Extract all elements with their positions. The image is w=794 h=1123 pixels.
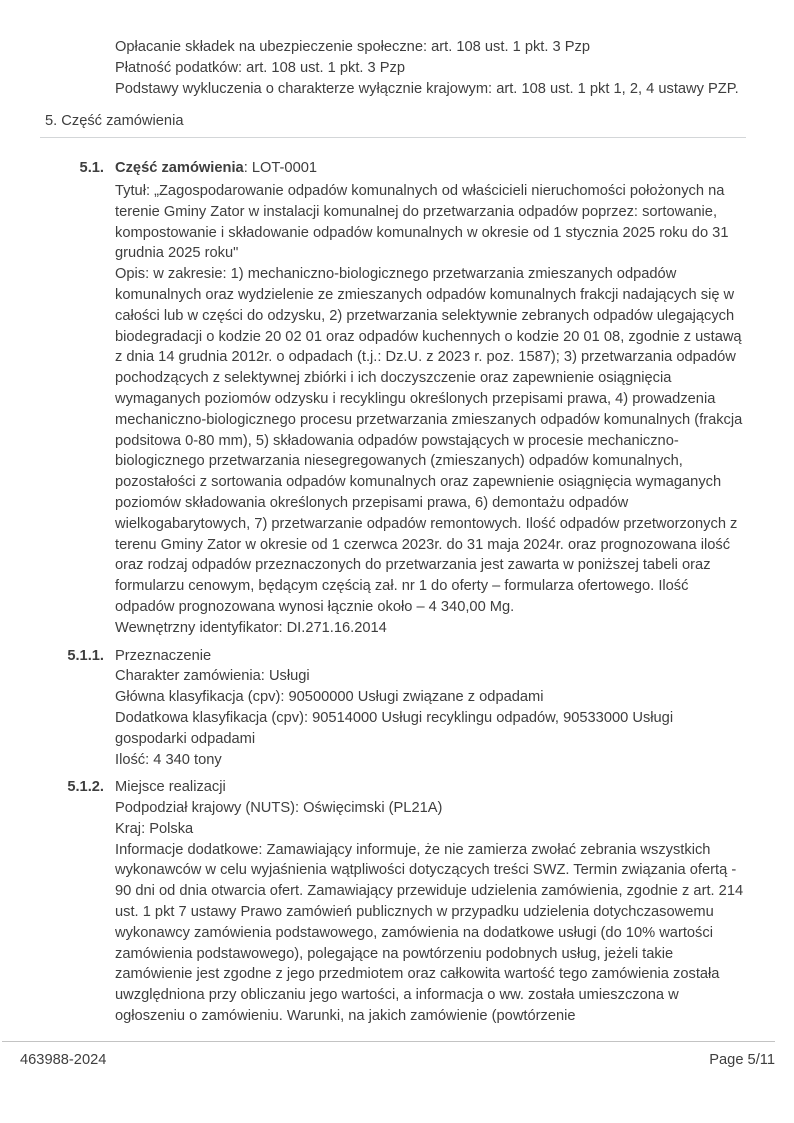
lot-number: 5.1. <box>79 160 104 177</box>
lot-title <box>115 158 747 179</box>
exclusion-ground-item: Opłacanie składek na ubezpieczenie społeczne: art. 108 ust. 1 pkt. 3 Pzp <box>115 39 590 55</box>
contract-nature-line: Charakter zamówienia: Usługi <box>115 668 310 685</box>
exclusion-grounds-list <box>115 37 747 99</box>
quantity-line: Ilość: 4 340 tony <box>115 751 222 768</box>
lot-description <box>115 181 747 639</box>
additional-cpv-line: Dodatkowa klasyfikacja (cpv): 90514000 Usługi recyklingu odpadów, 90533000 Usługi gospodarki odpadami <box>115 709 674 747</box>
country-line: Kraj: Polska <box>115 820 194 837</box>
subsection-511-number: 5.1.1. <box>67 647 104 664</box>
page-footer <box>20 1050 775 1071</box>
subsection-512-number: 5.1.2. <box>67 779 104 796</box>
page-indicator: Page 5/11 <box>709 1052 775 1068</box>
footer-divider <box>2 1041 775 1042</box>
document-number: 463988-2024 <box>20 1052 107 1068</box>
lot-opis-paragraph: Opis: w zakresie: 1) mechaniczno-biologicznego przetwarzania zmieszanych odpadów komunalnych oraz wydzielenie ze zmieszanych odpadów komunalnych frakcji nadających się w całości lub w części do odzysku, 2) przetwarzania selektywnie zebranych odpadów ulegających biodegradacji o kodzie 20 02 01 oraz odpadów kuchennych o kodzie 20 01 08, zgodnie z ustawą z dnia 14 grudnia 2012r. o odpadach (t.j.: Dz.U. z 2023 r. poz. 1587); 3) przetwarzania odpadów pochodzących z selektywnej zbiórki i ich doczyszczenie oraz zapewnienie osiągnięcia wymaganych poziomów odzysku i recyklingu określonych przepisami prawa, 4) prowadzenia mechaniczno-biologicznego procesu przetwarzania zmieszanych odpadów komunalnych (frakcja podsitowa 0-80 mm), 5) składowania odpadów powstających w procesie mechaniczno-biologicznego przetwarzania niesegregowanych (zmieszanych) odpadów komunalnych, pozostałości z sortowania odpadów komunalnych oraz zapewnienie osiągnięcia wymaganych poziomów składowania określonych przepisami prawa, 6) demontażu odpadów wielkogabarytowych, 7) przetwarzanie odpadów remontowych. Ilość odpadów przetworzonych z terenu Gminy Zator w okresie od 1 czerwca 2023r. do 31 maja 2024r. oraz prognozowana ilość oraz rodzaj odpadów przeznaczonych do przetwarzania jest zawarta w poniższej tabeli oraz formularzu cenowym, będącym częścią zał. nr 1 do oferty – formularza ofertowego. Ilość odpadów prognozowana wynosi łącznie około – 4 340,00 Mg. <box>115 266 743 615</box>
subsection-512-heading: Miejsce realizacji <box>115 779 226 796</box>
nuts-line: Podpodział krajowy (NUTS): Oświęcimski (PL21A) <box>115 800 443 817</box>
section-5-heading: 5. Część zamówienia <box>40 111 746 138</box>
subsection-511-body <box>115 666 747 770</box>
exclusion-ground-item: Płatność podatków: art. 108 ust. 1 pkt. 3 Pzp <box>115 59 406 76</box>
additional-info-paragraph: Informacje dodatkowe: Zamawiający informuje, że nie zamierza zwołać zebrania wszystkich wykonawców w celu wyjaśnienia wątpliwości dotyczących treści SWZ. Termin związania ofertą - 90 dni od dnia otwarcia ofert. Zamawiający przewiduje udzielenia zamówienia, zgodnie z art. 214 ust. 1 pkt 7 ustawy Prawo zamówień publicznych w przypadku udzielenia dotychczasowemu wykonawcy zamówienia podstawowego, zamówienia na dodatkowe usługi (do 10% wartości zamówienia podstawowego), polegające na powtórzeniu podobnych usług, jeżeli takie zamówienie jest zgodne z jego przedmiotem oraz całkowita wartość tego zamówienia została uwzględniona przy obliczaniu jego wartości, a informacja o ww. została umieszczona w ogłoszeniu o zamówieniu. Warunki, na jakich zamówienie (powtórzenie <box>115 841 744 1025</box>
lot-heading-row <box>0 158 794 179</box>
main-cpv-line: Główna klasyfikacja (cpv): 90500000 Usługi związane z odpadami <box>115 689 544 706</box>
lot-title-paragraph: Tytuł: „Zagospodarowanie odpadów komunalnych od właścicieli nieruchomości położonych na terenie Gminy Zator w instalacji komunalnej do przetwarzania odpadów poprzez: sortowanie, kompostowanie i składowanie odpadów komunalnych w okresie od 1 stycznia 2025 roku do 31 grudnia 2025 roku" <box>115 182 729 262</box>
subsection-511-heading-row <box>0 646 794 667</box>
lot-internal-id: Wewnętrzny identyfikator: DI.271.16.2014 <box>115 619 387 636</box>
subsection-512-heading-row <box>0 777 794 798</box>
subsection-511-heading: Przeznaczenie <box>115 647 212 664</box>
lot-title-label: Część zamówienia <box>115 160 244 177</box>
exclusion-ground-item: Podstawy wykluczenia o charakterze wyłącznie krajowym: art. 108 ust. 1 pkt 1, 2, 4 ustawy PZP. <box>115 80 739 97</box>
subsection-512-body <box>115 798 747 1027</box>
lot-title-value: : LOT-0001 <box>243 160 318 177</box>
